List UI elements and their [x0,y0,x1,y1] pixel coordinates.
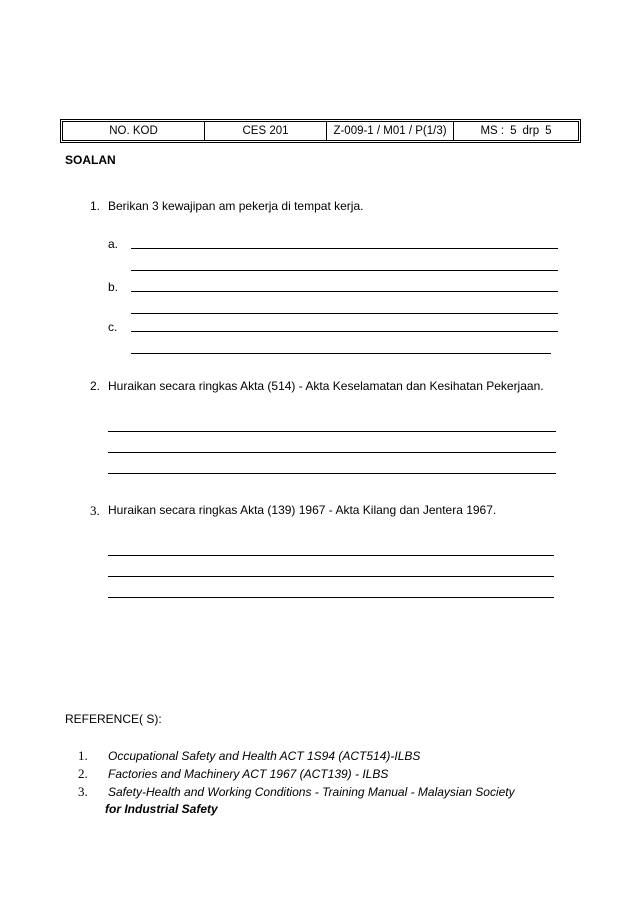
ms-total: 5 [545,125,552,137]
course-code-cell [205,122,327,140]
module-ref-cell [327,122,454,140]
section-title: SOALAN [65,153,116,167]
answer-line-q3-1[interactable] [108,555,554,556]
ms-page: 5 [510,125,517,137]
question-1-number: 1. [90,199,101,213]
module-ref: Z-009-1 / M01 / P(1/3) [333,125,447,137]
reference-3-text: Safety-Health and Working Conditions - Training Manual - Malaysian Society [108,785,515,799]
page-count-cell [454,122,578,140]
reference-1-text: Occupational Safety and Health ACT 1S94 (ACT514)-ILBS [108,749,421,763]
reference-3-number: 3. [78,784,88,799]
question-3-number: 3. [90,503,100,518]
question-2-text: Huraikan secara ringkas Akta (514) - Akta Keselamatan dan Kesihatan Pekerjaan. [108,379,544,393]
kod-label: NO. KOD [109,125,158,137]
answer-line-q2-2[interactable] [108,452,556,453]
question-2-number: 2. [90,379,101,393]
question-1-text: Berikan 3 kewajipan am pekerja di tempat kerja. [108,199,364,213]
part-b-label: b. [108,280,119,294]
answer-line-a1[interactable] [131,248,558,249]
reference-2-text: Factories and Machinery ACT 1967 (ACT139) - ILBS [108,767,389,781]
answer-line-q3-2[interactable] [108,576,554,577]
reference-2-number: 2. [78,766,88,781]
part-a-label: a. [108,237,119,251]
ms-label: MS : [480,125,505,137]
answer-line-b1[interactable] [131,291,558,292]
answer-line-b2[interactable] [131,313,558,314]
ms-drp: drp [522,125,540,137]
references-title: REFERENCE( S): [65,712,162,726]
reference-1-number: 1. [78,748,88,763]
answer-line-c2[interactable] [131,353,551,354]
kod-label-cell [63,122,205,140]
answer-line-a2[interactable] [131,270,558,271]
answer-line-c1[interactable] [131,331,558,332]
answer-line-q3-3[interactable] [108,597,554,598]
question-3-text: Huraikan secara ringkas Akta (139) 1967 - Akta Kilang dan Jentera 1967. [108,503,497,517]
part-c-label: c. [108,320,118,334]
course-code: CES 201 [242,125,289,137]
reference-3-continuation: for Industrial Safety [105,802,218,816]
answer-line-q2-1[interactable] [108,431,556,432]
answer-line-q2-3[interactable] [108,473,556,474]
header-table [60,119,581,143]
